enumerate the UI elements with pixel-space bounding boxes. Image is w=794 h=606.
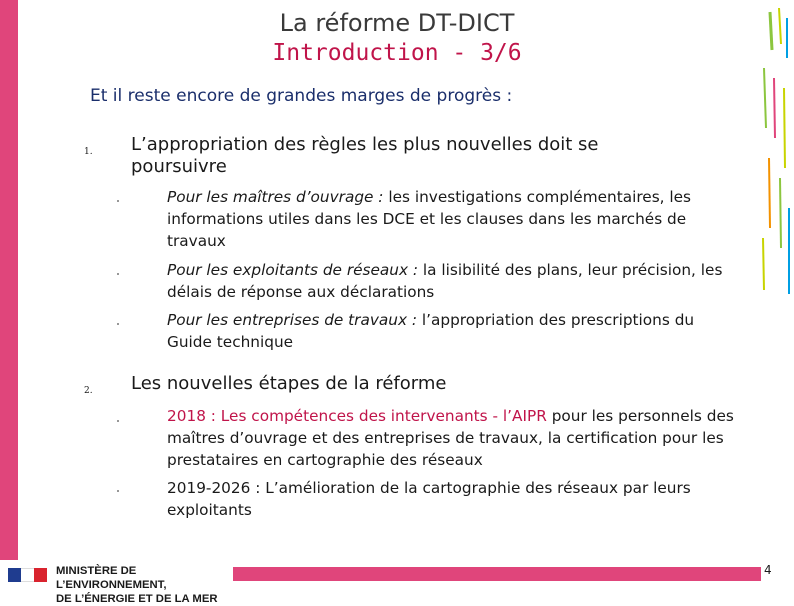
- section-heading: Les nouvelles étapes de la réforme: [131, 373, 447, 394]
- bullet-text: 2019-2026 : L’amélioration de la cartographie des réseaux par leurs exploitants: [167, 479, 691, 519]
- ministry-line-2: DE L’ÉNERGIE ET DE LA MER: [56, 593, 218, 605]
- bullet-dot: [117, 273, 119, 275]
- bullet-dot: [117, 490, 119, 492]
- section-number: 1.: [84, 147, 93, 157]
- intro-text: Et il reste encore de grandes marges de progrès :: [90, 86, 513, 106]
- bullet-item: [167, 309, 739, 353]
- bullet-dot: [117, 323, 119, 325]
- left-accent-bar: [0, 0, 18, 560]
- bullet-dot: [117, 420, 119, 422]
- french-flag-icon: [8, 568, 48, 588]
- footer-band: [233, 567, 761, 581]
- bullet-lead: Pour les entreprises de travaux :: [167, 311, 418, 329]
- ministry-name: [56, 564, 230, 606]
- page-number: 4: [764, 563, 772, 577]
- section-number: 2.: [84, 386, 93, 396]
- bullet-item: [167, 405, 739, 471]
- section-heading: L’appropriation des règles les plus nouvelles doit se poursuivre: [131, 134, 599, 177]
- bullet-text: les investigations complémentaires, les informations utiles dans les DCE et les clauses dans les marchés de travaux: [167, 188, 692, 250]
- bullet-text: l’appropriation des prescriptions du Guide technique: [167, 311, 695, 351]
- bullet-lead: 2018 : Les compétences des intervenants - l’AIPR: [167, 407, 547, 425]
- ministry-logo: [0, 562, 230, 605]
- slide-title: [0, 8, 794, 68]
- ministry-line-1: MINISTÈRE DE L’ENVIRONNEMENT,: [56, 565, 167, 591]
- bullet-item: [167, 477, 739, 521]
- bullet-lead: Pour les exploitants de réseaux :: [167, 261, 419, 279]
- bullet-dot: [117, 200, 119, 202]
- bullet-text: la lisibilité des plans, leur précision, les délais de réponse aux déclarations: [167, 261, 723, 301]
- bullet-item: [167, 186, 739, 252]
- bullet-item: [167, 259, 739, 303]
- title-subtitle: Introduction - 3/6: [272, 40, 522, 66]
- decorative-lines: [760, 8, 794, 298]
- bullet-text: pour les personnels des maîtres d’ouvrage et des entreprises de travaux, la certification pour les prestataires en cartographie des réseaux: [167, 407, 734, 469]
- bullet-lead: Pour les maîtres d’ouvrage :: [167, 188, 384, 206]
- title-main: La réforme DT-DICT: [279, 9, 515, 37]
